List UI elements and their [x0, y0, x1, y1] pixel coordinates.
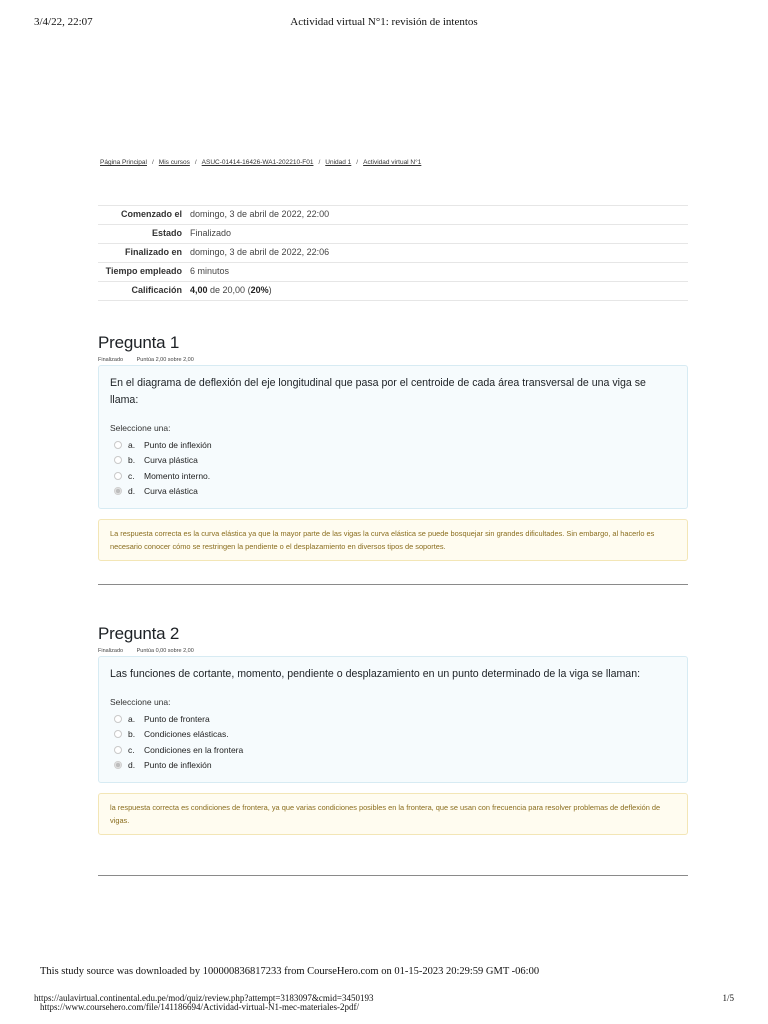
answer-label: Condiciones en la frontera [144, 744, 244, 755]
answer-option-b[interactable] [110, 453, 676, 469]
summary-label: Finalizado en [124, 247, 182, 257]
summary-label: Calificación [131, 285, 182, 295]
question-text: En el diagrama de deflexión del eje longitudinal que pasa por el centroide de cada área transversal de una viga se llama: [110, 377, 646, 406]
answer-letter: a. [128, 439, 136, 450]
answer-letter: d. [128, 486, 136, 497]
grade-score: 4,00 [190, 285, 208, 295]
radio-button[interactable] [114, 746, 122, 754]
radio-button-selected[interactable] [114, 761, 122, 769]
breadcrumb-activity[interactable]: Actividad virtual N°1 [363, 159, 422, 166]
question-feedback: La respuesta correcta es la curva elástica ya que la mayor parte de las vigas la curva elástica se puede bosquejar sin grandes dificultades. Sin embargo, al hacerlo es necesario conocer cómo se restringen la pendiente o el desplazamiento en diversos tipos de soportes. [98, 519, 688, 561]
download-source-notice: This study source was downloaded by 100000836817233 from CourseHero.com on 01-15-2023 20:29:59 GMT -06:00 [40, 966, 540, 977]
answer-label: Curva plástica [144, 455, 198, 466]
summary-value [188, 282, 688, 301]
question-grade: Puntúa 0,00 sobre 2,00 [136, 648, 194, 654]
question-2 [98, 624, 688, 835]
question-title: Pregunta 2 [98, 624, 180, 643]
radio-button-selected[interactable] [114, 487, 122, 495]
radio-button[interactable] [114, 472, 122, 480]
breadcrumb-separator: / [318, 159, 321, 166]
answer-label: Condiciones elásticas. [144, 729, 229, 740]
answer-label: Punto de inflexión [144, 760, 212, 771]
print-date: 3/4/22, 22:07 [34, 16, 93, 28]
breadcrumb-separator: / [194, 159, 197, 166]
answer-letter: b. [128, 729, 136, 740]
answer-letter: c. [128, 744, 135, 755]
radio-button[interactable] [114, 456, 122, 464]
answer-letter: b. [128, 455, 136, 466]
question-meta [98, 357, 688, 363]
summary-value: 6 minutos [190, 266, 230, 276]
print-url: https://aulavirtual.continental.edu.pe/mod/quiz/review.php?attempt=3183097&cmid=3450193 [34, 993, 374, 1003]
coursehero-url: https://www.coursehero.com/file/141186694/Actividad-virtual-N1-mec-materiales-2pdf/ [40, 1002, 359, 1012]
answer-option-c[interactable] [110, 468, 676, 484]
question-content-box [98, 656, 688, 783]
breadcrumb-separator: / [151, 159, 154, 166]
radio-button[interactable] [114, 715, 122, 723]
breadcrumb-course[interactable]: ASUC-01414-16426-WA1-202210-F01 [201, 159, 314, 166]
summary-value: domingo, 3 de abril de 2022, 22:06 [190, 247, 330, 257]
question-meta [98, 648, 688, 654]
print-header [34, 16, 734, 32]
answer-letter: c. [128, 470, 135, 481]
question-prompt: Seleccione una: [110, 697, 171, 707]
page-number: 1/5 [722, 993, 734, 1003]
answer-option-c[interactable] [110, 742, 676, 758]
question-state: Finalizado [98, 357, 124, 363]
breadcrumb-home[interactable]: Página Principal [100, 159, 147, 166]
radio-button[interactable] [114, 441, 122, 449]
question-grade: Puntúa 2,00 sobre 2,00 [136, 357, 194, 363]
grade-out-of: de 20,00 ( [207, 285, 251, 295]
breadcrumb-unit[interactable]: Unidad 1 [325, 159, 352, 166]
answer-label: Curva elástica [144, 486, 198, 497]
summary-row-started [98, 206, 688, 225]
question-prompt: Seleccione una: [110, 423, 171, 433]
grade-close: ) [268, 285, 272, 295]
question-divider [98, 875, 688, 876]
breadcrumb-my-courses[interactable]: Mis cursos [158, 159, 190, 166]
answer-list [110, 437, 676, 499]
question-feedback: la respuesta correcta es condiciones de frontera, ya que varias condiciones posibles en la frontera, que se usan con frecuencia para resolver problemas de deflexión de vigas. [98, 793, 688, 835]
document-title: Actividad virtual N°1: revisión de intentos [290, 16, 478, 28]
summary-row-state [98, 225, 688, 244]
answer-label: Punto de frontera [144, 713, 210, 724]
answer-option-a[interactable] [110, 711, 676, 727]
question-1 [98, 333, 688, 561]
summary-row-grade [98, 282, 688, 301]
summary-value: Finalizado [190, 228, 232, 238]
answer-letter: a. [128, 713, 136, 724]
summary-label: Estado [151, 228, 182, 238]
question-content-box [98, 365, 688, 509]
summary-label: Tiempo empleado [105, 266, 182, 276]
answer-letter: d. [128, 760, 136, 771]
answer-option-a[interactable] [110, 437, 676, 453]
question-text: Las funciones de cortante, momento, pendiente o desplazamiento en un punto determinado de la viga se llaman: [110, 668, 641, 680]
summary-row-time [98, 263, 688, 282]
radio-button[interactable] [114, 730, 122, 738]
answer-option-d[interactable] [110, 758, 676, 774]
summary-row-finished [98, 244, 688, 263]
question-title: Pregunta 1 [98, 333, 180, 352]
summary-value: domingo, 3 de abril de 2022, 22:00 [190, 209, 330, 219]
breadcrumb [100, 159, 421, 166]
answer-label: Punto de inflexión [144, 439, 212, 450]
question-state: Finalizado [98, 648, 124, 654]
question-divider [98, 584, 688, 585]
grade-percent: 20% [250, 285, 269, 295]
answer-option-b[interactable] [110, 727, 676, 743]
answer-option-d[interactable] [110, 484, 676, 500]
answer-label: Momento interno. [144, 470, 211, 481]
attempt-summary-table [98, 205, 688, 301]
summary-label: Comenzado el [120, 209, 182, 219]
breadcrumb-separator: / [356, 159, 359, 166]
answer-list [110, 711, 676, 773]
